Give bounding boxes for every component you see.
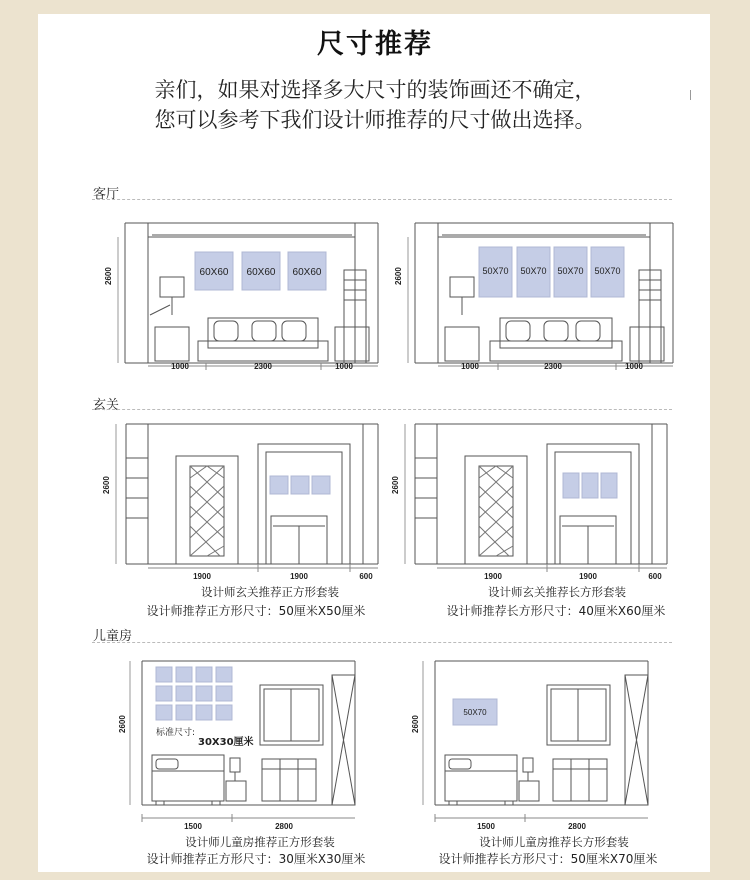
height-label: 2600 xyxy=(118,715,127,733)
page-title: 尺寸推荐 xyxy=(317,29,433,60)
section-label-kids: 儿童房 xyxy=(93,629,133,644)
edge-mark xyxy=(690,90,691,100)
dim-label: 600 xyxy=(359,572,373,581)
section-label-entry: 玄关 xyxy=(93,398,120,413)
height-label: 2600 xyxy=(394,267,403,285)
section-divider xyxy=(92,199,672,200)
std-size-label: 标准尺寸: xyxy=(156,728,196,738)
living-room-right-drawing xyxy=(390,215,680,375)
dim-label: 1900 xyxy=(579,572,597,581)
intro-line-1: 亲们，如果对选择多大尺寸的装饰画还不确定， xyxy=(154,78,596,102)
dim-label: 1000 xyxy=(335,362,353,371)
kids-left-caption-2: 设计师推荐正方形尺寸：30厘米X30厘米 xyxy=(146,852,366,866)
entry-left-caption-2: 设计师推荐正方形尺寸：50厘米X50厘米 xyxy=(146,604,366,618)
dim-label: 1000 xyxy=(461,362,479,371)
entry-left-drawing xyxy=(98,418,388,583)
kids-left-drawing xyxy=(112,655,362,835)
dim-label: 1500 xyxy=(184,822,202,831)
frame-square xyxy=(176,705,192,720)
frame-label: 50X70 xyxy=(463,708,487,717)
frame-label: 50X70 xyxy=(482,266,509,276)
entry-left-caption-1: 设计师玄关推荐正方形套装 xyxy=(201,585,339,599)
dim-label: 2800 xyxy=(275,822,293,831)
frame-square xyxy=(270,476,288,494)
dim-label: 1500 xyxy=(477,822,495,831)
frame-square xyxy=(196,686,212,701)
frame-square xyxy=(312,476,330,494)
frame-square xyxy=(216,686,232,701)
frame-rect xyxy=(582,473,598,498)
frame-label: 50X70 xyxy=(557,266,584,276)
frame-square xyxy=(216,667,232,682)
frame-square xyxy=(196,667,212,682)
frame-square xyxy=(291,476,309,494)
kids-right-caption-2: 设计师推荐长方形尺寸：50厘米X70厘米 xyxy=(438,852,658,866)
section-divider xyxy=(92,642,672,643)
kids-frame-grid xyxy=(156,667,232,720)
height-label: 2600 xyxy=(411,715,420,733)
dim-label: 1900 xyxy=(290,572,308,581)
frame-square xyxy=(156,686,172,701)
dim-label: 2800 xyxy=(568,822,586,831)
height-label: 2600 xyxy=(104,267,113,285)
intro-line-2: 您可以参考下我们设计师推荐的尺寸做出选择。 xyxy=(154,108,596,132)
dim-label: 2300 xyxy=(544,362,562,371)
living-room-left-drawing xyxy=(100,215,385,375)
frame-label: 50X70 xyxy=(520,266,547,276)
dim-label: 1000 xyxy=(625,362,643,371)
frame-label: 60X60 xyxy=(199,267,229,278)
kids-right-caption-1: 设计师儿童房推荐长方形套装 xyxy=(479,835,629,849)
dim-label: 2300 xyxy=(254,362,272,371)
entry-right-drawing xyxy=(387,418,677,583)
entry-right-caption-1: 设计师玄关推荐长方形套装 xyxy=(488,585,626,599)
frame-label: 60X60 xyxy=(246,267,276,278)
frame-rect xyxy=(601,473,617,498)
dim-label: 1900 xyxy=(193,572,211,581)
frame-square xyxy=(156,667,172,682)
frame-rect xyxy=(563,473,579,498)
entry-right-caption-2: 设计师推荐长方形尺寸：40厘米X60厘米 xyxy=(446,604,666,618)
frame-square xyxy=(176,686,192,701)
dim-label: 1000 xyxy=(171,362,189,371)
frame-square xyxy=(176,667,192,682)
dim-label: 1900 xyxy=(484,572,502,581)
section-divider xyxy=(92,409,672,410)
dim-label: 600 xyxy=(648,572,662,581)
frame-square xyxy=(196,705,212,720)
height-label: 2600 xyxy=(391,476,400,494)
kids-right-drawing xyxy=(405,655,655,835)
frame-label: 50X70 xyxy=(594,266,621,276)
frame-square xyxy=(156,705,172,720)
std-size-value: 30X30厘米 xyxy=(198,737,254,748)
section-label-living: 客厅 xyxy=(93,187,120,202)
frame-square xyxy=(216,705,232,720)
frame-label: 60X60 xyxy=(292,267,322,278)
kids-left-caption-1: 设计师儿童房推荐正方形套装 xyxy=(185,835,335,849)
height-label: 2600 xyxy=(102,476,111,494)
